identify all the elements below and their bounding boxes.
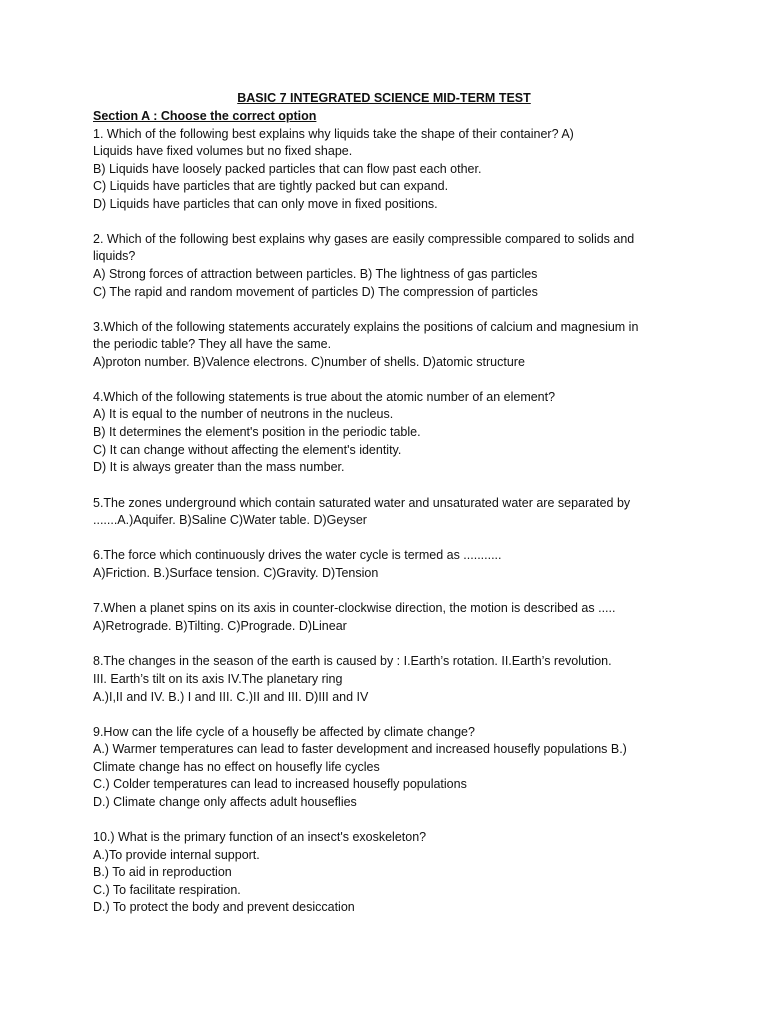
question-8-text: 8.The changes in the season of the earth is caused by : I.Earth’s rotation. II.Earth’s revolution. [93,654,612,668]
question-3-text-cont: the periodic table? They all have the same. [93,337,332,351]
question-9-option-a: A.) Warmer temperatures can lead to faster development and increased housefly populations B.) [93,742,627,756]
question-6-options: A)Friction. B.)Surface tension. C)Gravity. D)Tension [93,566,379,580]
question-1-option-c: C) Liquids have particles that are tightly packed but can expand. [93,179,449,193]
question-2-text-cont: liquids? [93,249,136,263]
question-8-options: A.)I,II and IV. B.) I and III. C.)II and III. D)III and IV [93,690,369,704]
question-10-text: 10.) What is the primary function of an insect's exoskeleton? [93,830,427,844]
question-1-option-d: D) Liquids have particles that can only move in fixed positions. [93,197,438,211]
question-4-option-b: B) It determines the element's position in the periodic table. [93,425,421,439]
question-4-option-c: C) It can change without affecting the element's identity. [93,443,402,457]
question-10-option-b: B.) To aid in reproduction [93,865,232,879]
document-title: BASIC 7 INTEGRATED SCIENCE MID-TERM TEST [237,91,531,105]
question-9-option-c: C.) Colder temperatures can lead to increased housefly populations [93,777,467,791]
question-7-options: A)Retrograde. B)Tilting. C)Prograde. D)Linear [93,619,347,633]
question-2-options-ab: A) Strong forces of attraction between particles. B) The lightness of gas particles [93,267,538,281]
question-1-option-a: Liquids have fixed volumes but no fixed shape. [93,144,353,158]
question-2-text: 2. Which of the following best explains why gases are easily compressible compared to solids and [93,232,635,246]
question-4-option-d: D) It is always greater than the mass number. [93,460,345,474]
question-7-text: 7.When a planet spins on its axis in counter-clockwise direction, the motion is described as ..... [93,601,616,615]
question-9-option-d: D.) Climate change only affects adult houseflies [93,795,357,809]
question-10-option-d: D.) To protect the body and prevent desiccation [93,900,355,914]
question-10-option-c: C.) To facilitate respiration. [93,883,241,897]
question-6-text: 6.The force which continuously drives the water cycle is termed as ........... [93,548,502,562]
question-9-text: 9.How can the life cycle of a housefly be affected by climate change? [93,725,475,739]
question-5-options: .......A.)Aquifer. B)Saline C)Water table. D)Geyser [93,513,367,527]
question-10-option-a: A.)To provide internal support. [93,848,260,862]
question-4-text: 4.Which of the following statements is true about the atomic number of an element? [93,390,556,404]
question-3-options: A)proton number. B)Valence electrons. C)number of shells. D)atomic structure [93,355,525,369]
question-5-text: 5.The zones underground which contain saturated water and unsaturated water are separated by [93,496,631,510]
question-1-text: 1. Which of the following best explains why liquids take the shape of their container? A) [93,127,574,141]
question-1-option-b: B) Liquids have loosely packed particles that can flow past each other. [93,162,482,176]
question-8-text-cont: III. Earth’s tilt on its axis IV.The planetary ring [93,672,343,686]
section-heading: Section A : Choose the correct option [93,109,317,123]
question-3-text: 3.Which of the following statements accurately explains the positions of calcium and magnesium in [93,320,639,334]
question-2-options-cd: C) The rapid and random movement of particles D) The compression of particles [93,285,538,299]
question-4-option-a: A) It is equal to the number of neutrons in the nucleus. [93,407,394,421]
question-9-option-b: Climate change has no effect on housefly life cycles [93,760,380,774]
